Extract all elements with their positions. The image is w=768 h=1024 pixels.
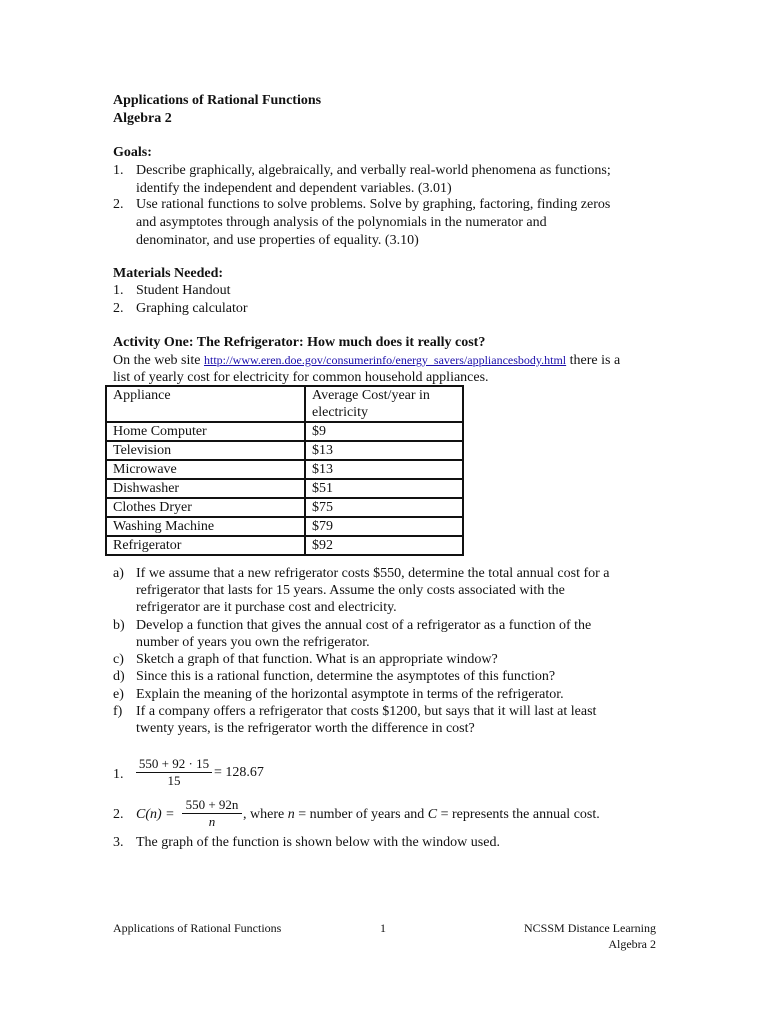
goal-number: 1. [113,163,124,178]
goal-text: identify the independent and dependent variables. (3.01) [136,181,452,196]
footer-right-line: Algebra 2 [608,937,656,951]
variable-c: C [427,807,438,822]
question-text: Explain the meaning of the horizontal asymptote in terms of the refrigerator. [136,687,564,702]
table-header-cell [305,386,463,422]
activity-intro [113,351,620,370]
question-text: Since this is a rational function, determine the asymptotes of this function? [136,669,556,684]
question-label: f) [113,704,123,719]
answer2-text: = number of years and [294,807,428,822]
intro-text: there is a [566,353,621,368]
material-text: Student Handout [136,283,231,298]
fraction-denominator: 15 [136,772,212,789]
goal-text: and asymptotes through analysis of the polynomials in the numerator and [136,215,547,230]
document-subtitle: Algebra 2 [113,111,172,126]
table-cell: Clothes Dryer [106,498,305,517]
question-text: If a company offers a refrigerator that costs $1200, but says that it will last at least [136,704,597,719]
table-cell: $9 [305,422,463,441]
answer2-lhs: C(n) = [136,807,175,822]
answer1-fraction [136,756,212,789]
table-cell: $92 [305,536,463,555]
fraction-numerator: 550 + 92 · 15 [138,756,210,771]
header-line: electricity [312,405,368,420]
table-header-row [106,386,463,422]
answer-number: 1. [113,767,124,782]
question-label: b) [113,618,125,633]
material-text: Graphing calculator [136,301,248,316]
table-row [106,479,463,498]
table-row [106,460,463,479]
table-row [106,536,463,555]
footer-right-line: NCSSM Distance Learning [524,921,656,935]
answer2-fraction [182,797,242,830]
fraction-denominator: n [182,813,242,830]
activity-intro-line2: list of yearly cost for electricity for common household appliances. [113,370,489,385]
material-number: 2. [113,301,124,316]
page-number: 1 [380,921,386,935]
answer3-text: The graph of the function is shown below with the window used. [136,835,500,850]
footer-left: Applications of Rational Functions [113,921,282,935]
table-cell: Television [106,441,305,460]
table-row [106,441,463,460]
question-label: e) [113,687,124,702]
question-text: refrigerator are it purchase cost and electricity. [136,600,397,615]
question-label: d) [113,669,125,684]
question-label: a) [113,566,124,581]
question-text: number of years you own the refrigerator. [136,635,370,650]
goal-number: 2. [113,197,124,212]
footer-right [500,920,656,952]
answer2-text: = represents the annual cost. [437,807,600,822]
table-row [106,498,463,517]
answer2-text: , where [243,807,288,822]
variable-n: n [287,807,295,822]
appliance-cost-table [105,385,464,556]
question-label: c) [113,652,124,667]
table-row [106,422,463,441]
table-cell: $13 [305,460,463,479]
table-cell: Dishwasher [106,479,305,498]
goal-text: denominator, and use properties of equality. (3.10) [136,233,419,248]
fraction-numerator: 550 + 92n [185,797,239,812]
answer-number: 2. [113,807,124,822]
goal-text: Describe graphically, algebraically, and verbally real-world phenomena as functions; [136,163,611,178]
appliance-cost-link[interactable]: http://www.eren.doe.gov/consumerinfo/energy_savers/appliancesbody.html [203,353,567,367]
table-cell: Home Computer [106,422,305,441]
table-row [106,517,463,536]
table-cell: $13 [305,441,463,460]
materials-heading: Materials Needed: [113,266,224,281]
activity-heading: Activity One: The Refrigerator: How much does it really cost? [113,335,486,350]
intro-text: On the web site [113,353,204,368]
goal-text: Use rational functions to solve problems. Solve by graphing, factoring, finding zeros [136,197,611,212]
question-text: twenty years, is the refrigerator worth the difference in cost? [136,721,475,736]
question-text: Develop a function that gives the annual cost of a refrigerator as a function of the [136,618,592,633]
answer1-result: = 128.67 [214,765,264,780]
table-cell: $79 [305,517,463,536]
document-title: Applications of Rational Functions [113,93,322,108]
header-line: Average Cost/year in [312,388,430,403]
table-cell: $75 [305,498,463,517]
material-number: 1. [113,283,124,298]
question-text: refrigerator that lasts for 15 years. Assume the only costs associated with the [136,583,565,598]
answer2-description [243,806,600,824]
table-cell: Refrigerator [106,536,305,555]
table-cell: Washing Machine [106,517,305,536]
goals-heading: Goals: [113,145,152,160]
table-cell: $51 [305,479,463,498]
answer-number: 3. [113,835,124,850]
table-cell: Microwave [106,460,305,479]
table-header-cell: Appliance [106,386,305,422]
question-text: Sketch a graph of that function. What is an appropriate window? [136,652,498,667]
question-text: If we assume that a new refrigerator costs $550, determine the total annual cost for a [136,566,610,581]
